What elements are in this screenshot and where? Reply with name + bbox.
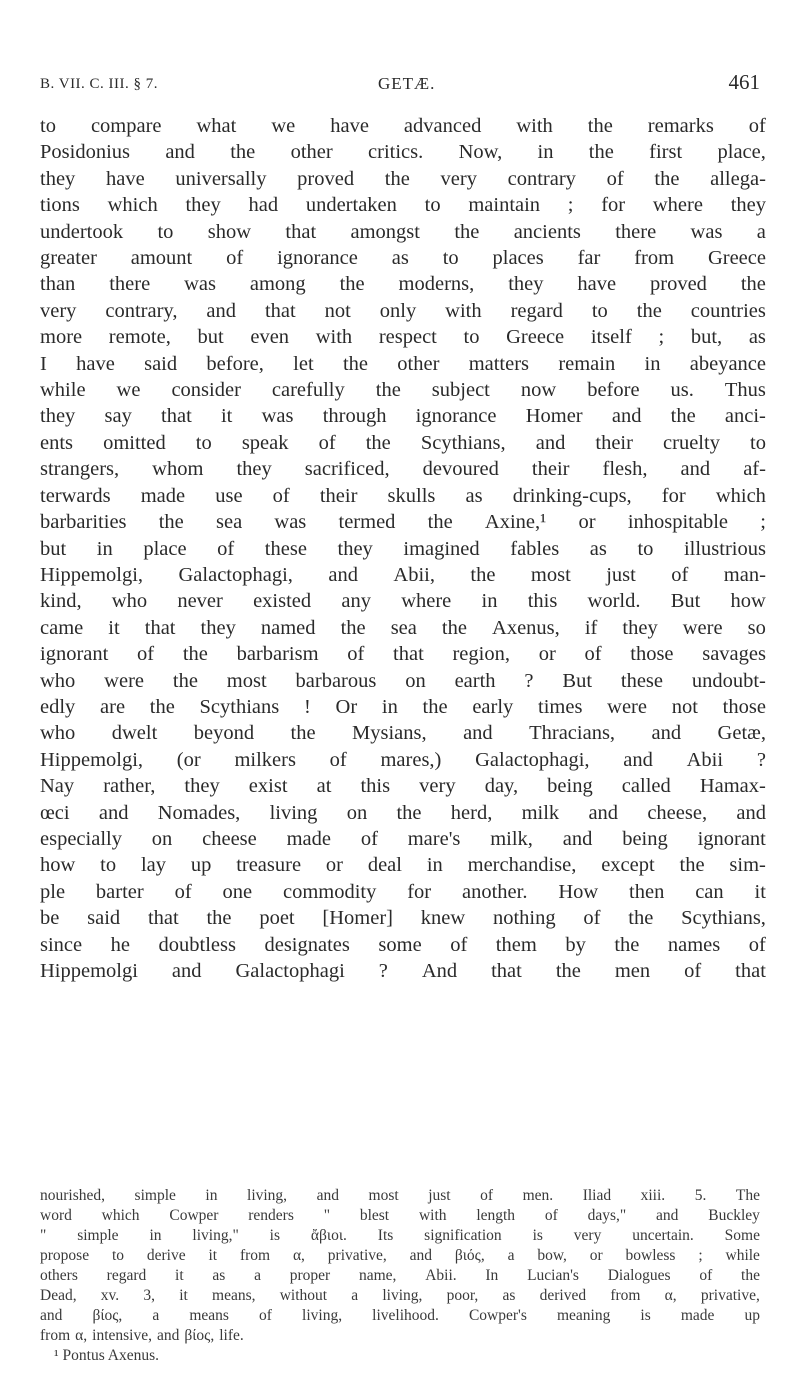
text-line: but in place of these they imagined fables as to illustrious (40, 537, 766, 560)
main-text (40, 113, 766, 984)
text-line: ignorant of the barbarism of that region, or of those savages (40, 643, 766, 666)
running-title: GETÆ. (378, 74, 436, 93)
footnote-line: word which Cowper renders " blest with length of days," and Buckley (40, 1207, 760, 1224)
text-line: to compare what we have advanced with the remarks of (40, 115, 766, 137)
running-header (40, 72, 760, 100)
text-line: they say that it was through ignorance Homer and the anci- (40, 405, 766, 428)
text-line: terwards made use of their skulls as drinking-cups, for which (40, 484, 766, 507)
text-line: Hippemolgi, Galactophagi, and Abii, the most just of man- (40, 563, 766, 586)
text-line: ents omitted to speak of the Scythians, and their cruelty to (40, 431, 766, 454)
footnote-line: and βίος, a means of living, livelihood. Cowper's meaning is made up (40, 1307, 760, 1324)
text-line: who dwelt beyond the Mysians, and Thracians, and Getæ, (40, 722, 766, 745)
text-line: especially on cheese made of mare's milk, and being ignorant (40, 827, 766, 850)
text-line: barbarities the sea was termed the Axine,¹ or inhospitable ; (40, 511, 766, 534)
text-line: Hippemolgi, (or milkers of mares,) Galactophagi, and Abii ? (40, 748, 766, 771)
footnote-line: others regard it as a proper name, Abii. In Lucian's Dialogues of the (40, 1267, 760, 1284)
text-line: who were the most barbarous on earth ? But these undoubt- (40, 669, 766, 692)
text-line: than there was among the moderns, they have proved the (40, 273, 766, 296)
text-line: be said that the poet [Homer] knew nothing of the Scythians, (40, 907, 766, 930)
footnote-line: " simple in living," is ἄβιοι. Its signification is very uncertain. Some (40, 1227, 760, 1244)
text-line: Nay rather, they exist at this very day, being called Hamax- (40, 775, 766, 798)
text-line: strangers, whom they sacrificed, devoured their flesh, and af- (40, 458, 766, 481)
text-line: Hippemolgi and Galactophagi ? And that the men of that (40, 960, 766, 982)
footnotes (40, 1186, 760, 1366)
text-line: greater amount of ignorance as to places far from Greece (40, 247, 766, 270)
text-line: they have universally proved the very contrary of the allega- (40, 167, 766, 190)
section-reference: B. VII. C. III. § 7. (40, 76, 159, 92)
text-line: I have said before, let the other matters remain in abeyance (40, 352, 766, 375)
text-line: came it that they named the sea the Axenus, if they were so (40, 616, 766, 639)
text-line: very contrary, and that not only with regard to the countries (40, 299, 766, 322)
text-line: œci and Nomades, living on the herd, milk and cheese, and (40, 801, 766, 824)
text-line: since he doubtless designates some of them by the names of (40, 933, 766, 956)
text-line: more remote, but even with respect to Greece itself ; but, as (40, 326, 766, 349)
footnote-line: nourished, simple in living, and most just of men. Iliad xiii. 5. The (40, 1187, 760, 1204)
text-line: kind, who never existed any where in this world. But how (40, 590, 766, 613)
footnote-line: Dead, xv. 3, it means, without a living, poor, as derived from α, privative, (40, 1287, 760, 1304)
footnote-line: from α, intensive, and βίος, life. (40, 1327, 244, 1344)
footnote-1: ¹ Pontus Axenus. (54, 1347, 159, 1364)
text-line: how to lay up treasure or deal in merchandise, except the sim- (40, 854, 766, 877)
text-line: ple barter of one commodity for another. How then can it (40, 880, 766, 903)
text-line: edly are the Scythians ! Or in the early times were not those (40, 695, 766, 718)
text-line: while we consider carefully the subject now before us. Thus (40, 379, 766, 402)
page-number: 461 (728, 70, 760, 94)
footnote-line: propose to derive it from α, privative, and βιός, a bow, or bowless ; while (40, 1247, 760, 1264)
text-line: Posidonius and the other critics. Now, in the first place, (40, 141, 766, 164)
text-line: undertook to show that amongst the ancients there was a (40, 220, 766, 243)
text-line: tions which they had undertaken to maintain ; for where they (40, 194, 766, 217)
